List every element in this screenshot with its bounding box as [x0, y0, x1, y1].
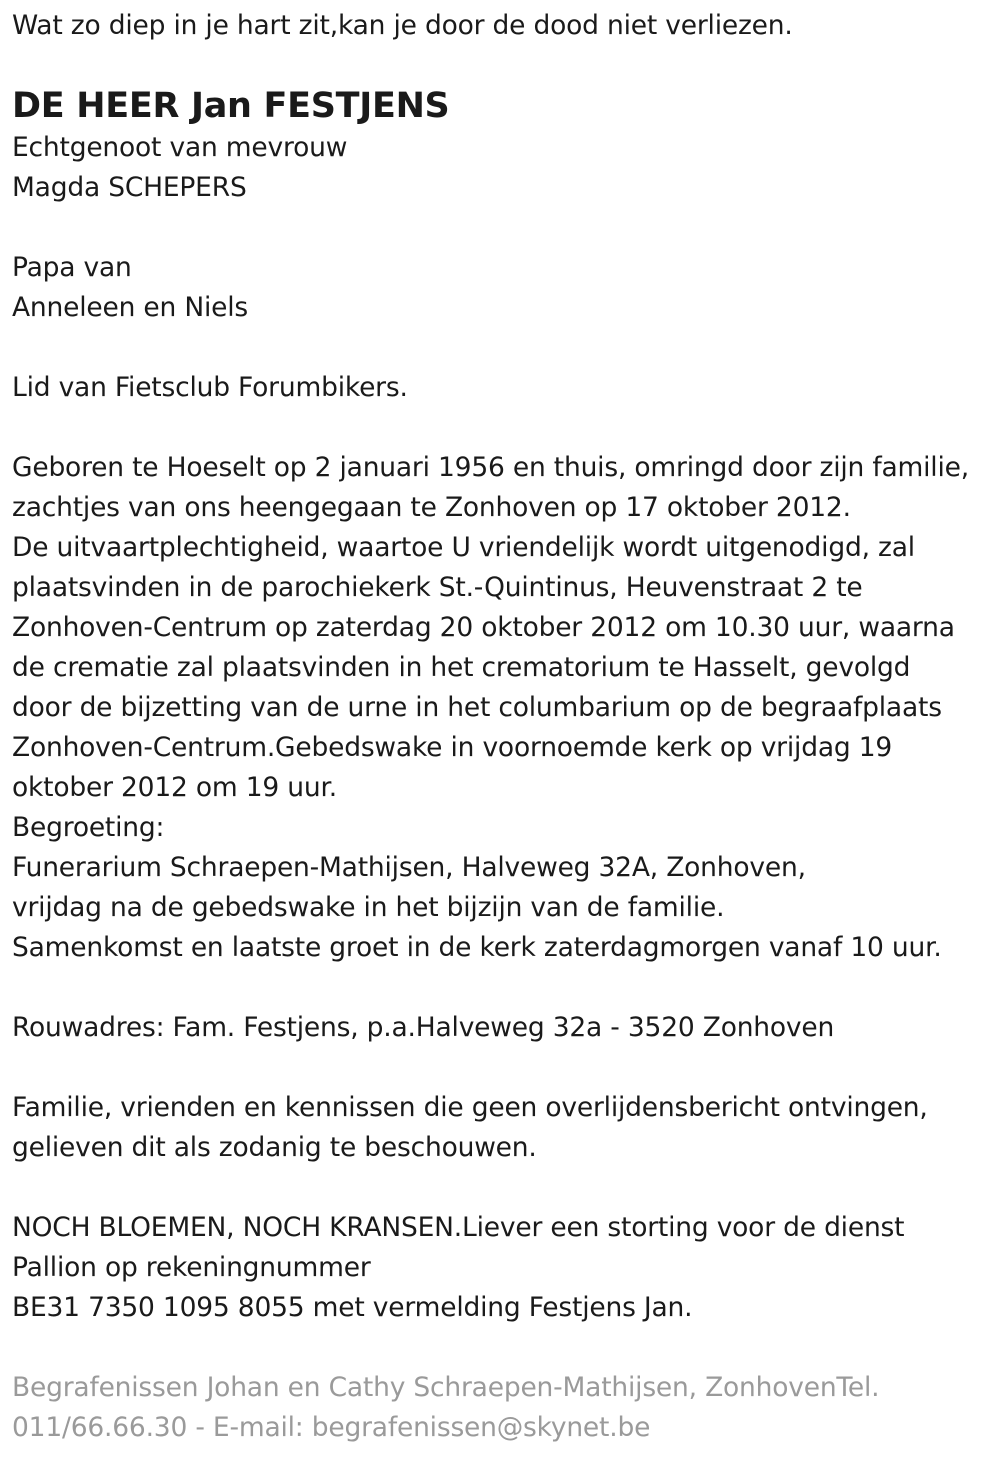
details-line: Begroeting: — [12, 812, 165, 843]
deceased-name: DE HEER Jan FESTJENS — [12, 86, 450, 126]
spouse-line: Echtgenoot van mevrouw — [12, 132, 348, 163]
spacer — [12, 1168, 988, 1208]
details-line: zachtjes van ons heengegaan te Zonhoven op 17 oktober 2012. — [12, 492, 851, 523]
children-section — [12, 248, 988, 328]
spacer — [12, 328, 988, 368]
spacer — [12, 1048, 988, 1088]
donation-section — [12, 1208, 988, 1328]
details-line: plaatsvinden in de parochiekerk St.-Quintinus, Heuvenstraat 2 te — [12, 572, 863, 603]
footer-contact: 011/66.66.30 - E-mail: begrafenissen@skynet.be — [12, 1412, 651, 1443]
details-line: Geboren te Hoeselt op 2 januari 1956 en thuis, omringd door zijn familie, — [12, 452, 969, 483]
donation-line: NOCH BLOEMEN, NOCH KRANSEN.Liever een storting voor de dienst — [12, 1212, 905, 1243]
details-line: De uitvaartplechtigheid, waartoe U vriendelijk wordt uitgenodigd, zal — [12, 532, 915, 563]
notice-section — [12, 1088, 988, 1168]
spacer — [12, 1328, 988, 1368]
notice-line: Familie, vrienden en kennissen die geen overlijdensbericht ontvingen, — [12, 1092, 928, 1123]
spouse-name: Magda SCHEPERS — [12, 172, 247, 203]
funeral-home-footer — [12, 1368, 988, 1448]
children-names: Anneleen en Niels — [12, 292, 248, 323]
details-line: Samenkomst en laatste groet in de kerk zaterdagmorgen vanaf 10 uur. — [12, 932, 942, 963]
membership-text: Lid van Fietsclub Forumbikers. — [12, 372, 408, 403]
details-line: vrijdag na de gebedswake in het bijzijn van de familie. — [12, 892, 725, 923]
notice-line: gelieven dit als zodanig te beschouwen. — [12, 1132, 537, 1163]
children-line: Papa van — [12, 252, 132, 283]
details-line: Zonhoven-Centrum.Gebedswake in voornoemde kerk op vrijdag 19 — [12, 732, 893, 763]
details-line: Funerarium Schraepen-Mathijsen, Halveweg 32A, Zonhoven, — [12, 852, 806, 883]
obituary-page — [0, 6, 1000, 1476]
details-line: Zonhoven-Centrum op zaterdag 20 oktober 2012 om 10.30 uur, waarna — [12, 612, 955, 643]
details-line: de crematie zal plaatsvinden in het crematorium te Hasselt, gevolgd — [12, 652, 911, 683]
spacer — [12, 968, 988, 1008]
spouse-section — [12, 128, 988, 208]
details-line: oktober 2012 om 19 uur. — [12, 772, 337, 803]
mourning-address: Rouwadres: Fam. Festjens, p.a.Halveweg 32a - 3520 Zonhoven — [12, 1012, 835, 1043]
motto-text: Wat zo diep in je hart zit,kan je door de dood niet verliezen. — [12, 10, 793, 41]
spacer — [12, 208, 988, 248]
donation-line: Pallion op rekeningnummer — [12, 1252, 371, 1283]
details-line: door de bijzetting van de urne in het columbarium op de begraafplaats — [12, 692, 942, 723]
spacer — [12, 408, 988, 448]
footer-line: Begrafenissen Johan en Cathy Schraepen-Mathijsen, ZonhovenTel. — [12, 1372, 880, 1403]
details-section — [12, 448, 988, 968]
donation-account: BE31 7350 1095 8055 met vermelding Festjens Jan. — [12, 1292, 693, 1323]
